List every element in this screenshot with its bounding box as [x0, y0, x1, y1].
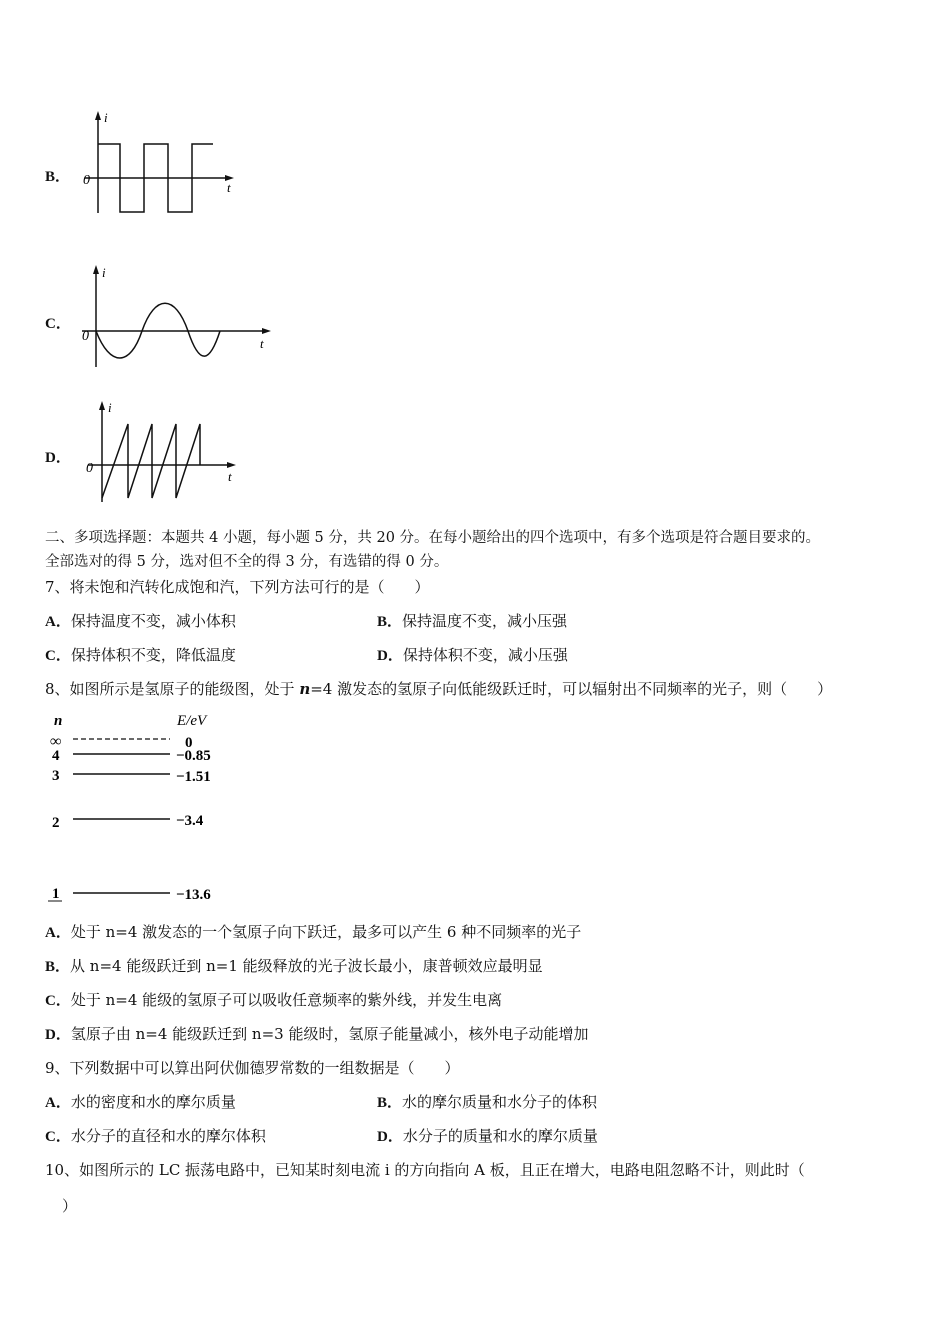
q7-option-c[interactable] [45, 645, 236, 666]
question-10-stem-end: ） [62, 1197, 78, 1215]
question-10-stem: 10、如图所示的 LC 振荡电路中，已知某时刻电流 i 的方向指向 A 板，且正在增大，电路电阻忽略不计，则此时（ [45, 1161, 805, 1179]
level-e-4: −0.85 [176, 748, 211, 764]
q8-option-b[interactable] [45, 956, 543, 977]
option-c-label: C． [45, 316, 71, 332]
option-text: 水分子的质量和水的摩尔质量 [402, 1127, 598, 1145]
option-text: 保持体积不变，降低温度 [70, 646, 236, 664]
option-text: 保持体积不变，减小压强 [402, 646, 568, 664]
level-e-3: −1.51 [176, 769, 211, 785]
level-e-2: −3.4 [176, 813, 204, 829]
level-n-infinity: ∞ [50, 733, 62, 750]
sawtooth-graph [80, 398, 250, 506]
level-n-3: 3 [52, 768, 60, 784]
option-letter: A． [45, 925, 71, 941]
option-letter: C． [45, 1129, 71, 1145]
option-b-label: B． [45, 169, 71, 185]
level-n-4: 4 [52, 748, 60, 764]
option-d-label: D． [45, 450, 71, 466]
q7-option-a[interactable] [45, 611, 236, 632]
axis-i-label: i [104, 110, 108, 125]
q8-option-d[interactable] [45, 1024, 588, 1045]
axis-t-label: t [228, 469, 232, 484]
axis-t-label: t [260, 336, 264, 351]
option-letter: D． [377, 648, 403, 664]
energy-level-diagram [45, 708, 235, 908]
q8-option-c[interactable] [45, 990, 502, 1011]
q9-option-b[interactable] [377, 1092, 597, 1113]
option-letter: B． [377, 1095, 403, 1111]
axis-i-label: i [108, 400, 112, 415]
q9-option-c[interactable] [45, 1126, 266, 1147]
square-wave-graph [80, 108, 250, 218]
question-9-stem: 9、下列数据中可以算出阿伏伽德罗常数的一组数据是（ ） [45, 1059, 460, 1077]
option-text: 处于 n=4 激发态的一个氢原子向下跃迁，最多可以产生 6 种不同频率的光子 [70, 923, 582, 941]
level-e-infinity: 0 [185, 735, 193, 751]
level-e-1: −13.6 [176, 887, 211, 903]
option-text: 水的摩尔质量和水分子的体积 [402, 1093, 598, 1111]
q9-option-a[interactable] [45, 1092, 236, 1113]
level-n-2: 2 [52, 815, 60, 831]
option-text: 从 n=4 能级跃迁到 n=1 能级释放的光子波长最小，康普顿效应最明显 [70, 957, 543, 975]
energy-axis-header: E/eV [177, 713, 207, 729]
option-text: 氢原子由 n=4 能级跃迁到 n=3 能级时，氢原子能量减小，核外电子动能增加 [70, 1025, 589, 1043]
n-axis-header: n [54, 713, 63, 729]
option-text: 水分子的直径和水的摩尔体积 [70, 1127, 266, 1145]
question-7-stem: 7、将未饱和汽转化成饱和汽，下列方法可行的是（ ） [45, 578, 430, 596]
option-letter: C． [45, 993, 71, 1009]
q7-option-d[interactable] [377, 645, 568, 666]
origin-label: 0 [82, 329, 89, 344]
option-text: 水的密度和水的摩尔质量 [70, 1093, 236, 1111]
axis-t-label: t [227, 180, 231, 195]
question-8-stem: 8、如图所示是氢原子的能级图，处于 n=4 激发态的氢原子向低能级跃迁时，可以辐射出不同频率的光子，则（ ） [45, 680, 833, 698]
option-letter: B． [377, 614, 403, 630]
level-n-1: 1 [52, 886, 60, 902]
section-scoring-note: 全部选对的得 5 分，选对但不全的得 3 分，有选错的得 0 分。 [45, 554, 449, 570]
option-text: 保持温度不变，减小体积 [70, 612, 236, 630]
origin-label: 0 [86, 461, 93, 476]
sine-wave-graph [80, 262, 280, 374]
q8-option-a[interactable] [45, 922, 581, 943]
section-heading: 二、多项选择题：本题共 4 小题，每小题 5 分，共 20 分。在每小题给出的四个选项中，有多个选项是符合题目要求的。 [45, 530, 821, 546]
option-letter: D． [45, 1027, 71, 1043]
option-text: 处于 n=4 能级的氢原子可以吸收任意频率的紫外线，并发生电离 [70, 991, 503, 1009]
option-letter: C． [45, 648, 71, 664]
q7-option-b[interactable] [377, 611, 567, 632]
option-letter: D． [377, 1129, 403, 1145]
option-text: 保持温度不变，减小压强 [402, 612, 568, 630]
option-letter: A． [45, 1095, 71, 1111]
q9-option-d[interactable] [377, 1126, 598, 1147]
axis-i-label: i [102, 265, 106, 280]
option-letter: B． [45, 959, 71, 975]
option-letter: A． [45, 614, 71, 630]
origin-label: 0 [83, 173, 90, 188]
